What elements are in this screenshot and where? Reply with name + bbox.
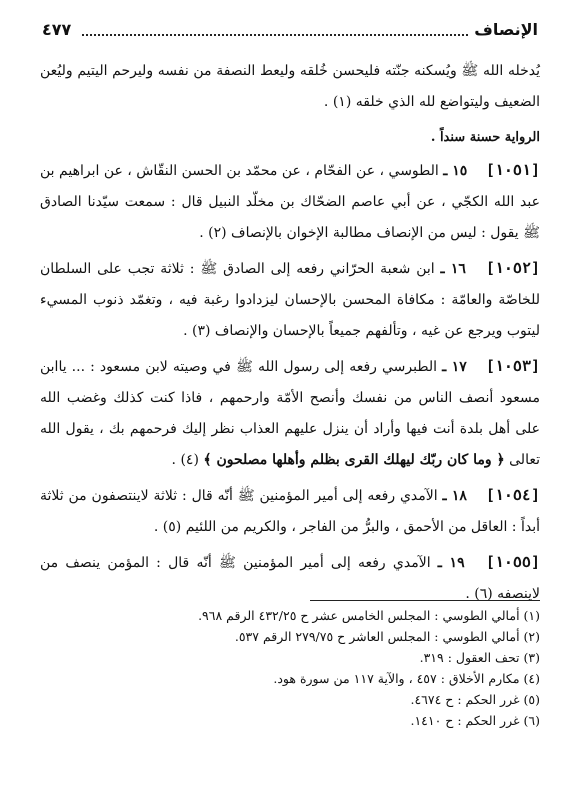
footnote: (٣) تحف العقول : ٣١٩. (419, 650, 540, 665)
chain-note: الرواية حسنة سنداً . (430, 130, 540, 145)
hadith-entry (40, 351, 540, 476)
footnote: (١) أمالي الطوسي : المجلس الخامس عشر ح ٤٣٢/٢٥ الرقم ٩٦٨. (198, 608, 540, 623)
footnote: (٤) مكارم الأخلاق : ٤٥٧ ، والآية ١١٧ من سورة هود. (273, 671, 540, 686)
hadith-ref: [١٠٥٣] (485, 357, 541, 375)
hadith-entry (40, 480, 540, 543)
hadith-ref: [١٠٥٤] (485, 486, 541, 504)
hadith-ref: [١٠٥١] (485, 161, 540, 179)
hadith-text: الطوسي ، عن الفحّام ، عن محمّد بن الحسن النقّاش ، عن ابراهيم بن عبد الله الكجّي ، عن أبي عاصم الضحّاك بن مخلّد النبيل قال : سمعت سيّدنا الصادق ﷺ يقول : ليس من الإنصاف مطالبة الإخوان بالإنصاف (٢) . (40, 163, 540, 241)
hadith-entry (40, 155, 540, 249)
page-body (40, 56, 540, 614)
hadith-ref: [١٠٥٢] (485, 259, 541, 277)
page-number: ٤٧٧ (42, 20, 75, 39)
header-title: الإنصاف (470, 20, 538, 39)
hadith-entry (40, 253, 540, 347)
hadith-text: الطبرسي رفعه إلى رسول الله ﷺ في وصيته لابن مسعود : ... ياابن مسعود أنصف الناس من نفسك وأنصح الأمّة وارحمهم ، فاذا كنت كذلك وغضب الله على أهل بلدة أنت فيها وأراد أن ينزل عليهم العذاب نظر إليك فرحمهم بك ، يقول الله تعالى (40, 359, 540, 468)
hadith-text: ابن شعبة الحرّاني رفعه إلى الصادق ﷺ : ثلاثة تجب على السلطان للخاصّة والعامّة : مكافاة المحسن بالإحسان ليزدادوا رغبة فيه ، وتغمّد ذنوب المسيء ليتوب ويرجع عن غيه ، وتألفهم جميعاً بالإحسان والإنصاف (٣) . (40, 261, 540, 339)
running-header (42, 20, 538, 44)
hadith-number: ١٧ ـ (442, 359, 467, 375)
hadith-ref: [١٠٥٥] (485, 553, 540, 571)
header-dotted-leader (82, 34, 468, 36)
footnotes (40, 600, 540, 731)
intro-paragraph: يُدخله الله ﷺ ويُسكنه جنّته فليحسن خُلقه وليعط النصفة من نفسه وليرحم اليتيم وليُعن الضعيف وليتواضع لله الذي خلقه (١) . (40, 63, 540, 110)
quran-verse: ﴿ وما كان ربّك ليهلك القرى بظلم وأهلها مصلحون ﴾ (203, 452, 505, 468)
hadith-number: ١٥ ـ (443, 163, 468, 179)
hadith-number: ١٨ ـ (442, 488, 467, 504)
footnote: (٢) أمالي الطوسي : المجلس العاشر ح ٢٧٩/٧٥ الرقم ٥٣٧. (234, 629, 540, 644)
footnote-marker: (٤) . (171, 452, 204, 468)
footnote: (٥) غرر الحكم : ح ٤٦٧٤. (410, 692, 540, 707)
hadith-number: ١٩ ـ (437, 555, 465, 571)
hadith-number: ١٦ ـ (440, 261, 466, 277)
footnote-separator (310, 600, 540, 601)
hadith-text: الآمدي رفعه إلى أمير المؤمنين ﷺ أنّه قال : المؤمن ينصف من لاينصفه (٦) . (40, 555, 540, 602)
footnote: (٦) غرر الحكم : ح ١٤١٠. (410, 713, 540, 728)
hadith-text: الآمدي رفعه إلى أمير المؤمنين ﷺ أنّه قال : ثلاثة لاينتصفون من ثلاثة أبداً : العاقل من الأحمق ، والبرُّ من الفاجر ، والكريم من اللئيم (٥) . (40, 488, 540, 535)
